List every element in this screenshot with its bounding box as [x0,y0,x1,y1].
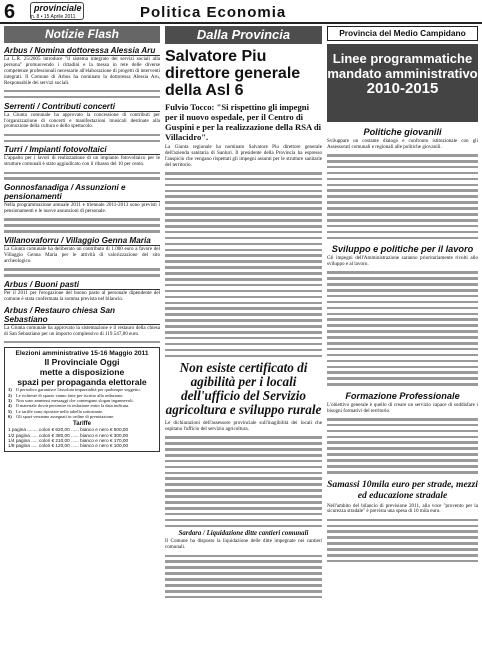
text-line [4,230,160,233]
linee-box [327,44,478,122]
programme-column [327,26,478,652]
tariff-row: 1/8 pagina ..... colori € 120,00 ...... bianco e nero € 100,00 [8,443,129,449]
rule-item: 4) Il materiale dovrà pervenire in redazione entro la data indicata. [8,403,130,409]
article-body: L'obiettivo generale è quello di creare un servizio capace di soddisfare i bisogni formativi del territorio. [327,401,478,414]
text-line [165,337,322,340]
text-line [327,336,478,339]
section-title: Politica Economia [140,4,287,21]
text-line [165,555,322,558]
text-line [165,560,322,563]
linee-line-2: mandato amministrativo [327,66,478,81]
article-body: La Giunta comunale ha approvato la sistemazione e il restauro della chiesa di San Sebastiano per un importo complessivo di 119.547,80 euro. [4,324,160,337]
text-line [327,307,478,310]
text-line [327,471,478,474]
text-line [327,189,478,192]
text-line [165,190,322,193]
text-line [165,466,322,469]
text-line [327,459,478,462]
text-line [165,331,322,334]
sardara-title: Sardara / Liquidazione ditte cantieri comunali [178,530,309,538]
text-line [165,349,322,352]
text-line [327,530,478,533]
section-heading: Politiche giovanili [363,127,442,137]
flash-title: Notizie Flash [4,26,160,43]
text-line [327,542,478,545]
second-headline: Non esiste certificato di agibilità per i locali dell'ufficio del Servizio agricoltura e sviluppo rurale [165,360,322,418]
text-line [165,572,322,575]
text-line [165,313,322,316]
text-line [165,213,322,216]
text-line [327,271,478,274]
text-line [4,268,160,271]
rule-item: 3) Non sono ammessi messaggi che contengano slogan ingannevoli. [8,397,134,403]
tariff-row: 1 pagina ........ colori € 620,00 ...... bianco e nero € 500,00 [8,427,129,433]
article-body: Gli impegni dell'Amministrazione saranno prioritariamente rivolti allo sviluppo e al lavoro. [327,255,478,268]
text-line [165,284,322,287]
article-title: Arbus / Buoni pasti [4,280,160,290]
article-body: Sviluppare un costante dialogo e confronto istituzionale con gli Assessorati comunali e regionali alle politiche giovanili. [327,138,478,150]
text-line [165,584,322,587]
issue-date: n. 8 • 15 Aprile 2011 [31,14,76,20]
text-line [165,525,322,528]
text-line [165,243,322,246]
text-line [165,454,322,457]
text-line [327,418,478,421]
linee-years: 2010-2015 [366,80,439,97]
linee-line-1: Linee programmatiche [332,51,473,66]
text-line [165,448,322,451]
text-line [327,348,478,351]
text-line [165,501,322,504]
text-line [165,178,322,181]
text-line [165,460,322,463]
main-article-column [165,26,322,652]
text-line [327,360,478,363]
text-line [327,342,478,345]
text-line [165,219,322,222]
article-title: Villanovaforru / Villaggio Genna Maria [4,236,160,246]
text-line [165,343,322,346]
text-line [327,383,478,386]
text-line [165,436,322,439]
text-line [4,96,160,99]
text-line [165,237,322,240]
text-line [165,319,322,322]
text-line [327,277,478,280]
text-line [165,195,322,198]
text-line [327,225,478,228]
article-body: La Giunta comunale ha approvato la concessione di contributi per l'organizzazione di concerti e manifestazioni musicali destinate alla promozione della cultura e dello spettacolo. [4,111,160,130]
text-line [165,290,322,293]
text-line [327,160,478,163]
text-line [327,447,478,450]
page-number: 6 [4,1,16,23]
text-line [327,441,478,444]
text-line [327,154,478,157]
article-body: Nell'ambito del bilancio di previsione 2011, alla voce "provento per la sicurezza stradale" è prevista una spesa di 10 mila euro. [327,502,478,515]
text-line [327,231,478,234]
text-line [165,472,322,475]
text-line [327,195,478,198]
text-line [327,313,478,316]
text-line [327,436,478,439]
text-line [327,219,478,222]
main-headline: Salvatore Piu direttore generale della Asl 6 [165,48,301,99]
election-heading: Elezioni amministrative 15-16 Maggio 2011 [15,350,149,358]
text-line [4,134,160,137]
text-line [4,172,160,175]
text-line [327,330,478,333]
provincia-bar: Provincia del Medio Campidano [327,26,478,41]
text-line [327,536,478,539]
article-body: La Giunta comunale ha deliberato un contributo di 1.000 euro a favore del Villaggio Genna Maria per le attività di valorizzazione del sito archeologico. [4,246,160,264]
election-title-3: spazi per propaganda elettorale [17,377,147,388]
article-title: Turri / Impianti fotovoltaici [4,145,160,155]
text-line [165,231,322,234]
text-line [165,201,322,204]
text-line [165,477,322,480]
text-line [165,266,322,269]
text-line [327,283,478,286]
text-line [165,296,322,299]
text-line [165,596,322,599]
section-heading: Formazione Professionale [345,390,460,401]
text-line [327,184,478,187]
article-title: Arbus / Restauro chiesa San Sebastiano [4,306,160,325]
dalla-provincia-banner: Dalla Provincia [165,26,322,44]
article-title: Serrenti / Contributi concerti [4,102,160,112]
rule-item: 1) Il periodico garantisce l'assoluta imparzialità per qualunque soggetto. [8,387,141,393]
text-line [165,519,322,522]
main-subhead: Fulvio Tocco: "Si rispettino gli impegni per il nuovo ospedale, per il Centro di Guspini e per la realizzazione della RSA di Villacidro". [165,102,322,142]
text-line [165,260,322,263]
text-line [327,548,478,551]
text-line [165,507,322,510]
text-line [327,166,478,169]
text-line [165,513,322,516]
samassi-headline: Samassi 10mila euro per strade, mezzi ed educazione stradale [327,478,478,501]
text-line [327,289,478,292]
text-line [165,489,322,492]
text-line [165,355,322,358]
text-line [327,453,478,456]
text-line [327,560,478,563]
text-line [165,325,322,328]
text-line [165,225,322,228]
text-line [327,554,478,557]
text-line [165,272,322,275]
tariff-row: 1/4 pagina ..... colori € 210,00 ...... bianco e nero € 170,00 [8,437,129,443]
text-line [327,172,478,175]
text-line [327,178,478,181]
text-line [165,590,322,593]
tariff-heading: Tariffe [73,421,91,428]
news-flash-column [4,26,160,652]
text-line [4,274,160,277]
election-box [4,347,160,451]
text-line [165,172,322,175]
article-title: Arbus / Nomina dottoressa Alessia Aru [4,46,160,56]
text-line [165,495,322,498]
election-title-1: Il Provinciale Oggi [44,357,120,368]
text-line [327,519,478,522]
text-line [4,224,160,227]
text-line [165,254,322,257]
text-line [327,371,478,374]
article-body: Il Comune ha disposto la liquidazione delle ditte impegnate nei cantieri comunali. [165,538,322,551]
text-line [4,341,160,344]
article-body: Per il 2011 per l'erogazione del buono pasto al personale dipendente del comune è stata confermata la somma prevista nel bilancio. [4,289,160,302]
article-body: L'appalto per i lavori di realizzazione di un impianto fotovoltaico per le strutture comunali è stato aggiudicato con il ribasso del 10 per cento. [4,155,160,168]
article-body: Le dichiarazioni dell'assessore provinciale sull'inagibilità dei locali che ospitano l'ufficio del servizio agricoltura. [165,420,322,433]
text-line [327,354,478,357]
text-line [327,430,478,433]
section-heading: Sviluppo e politiche per il lavoro [331,244,474,255]
text-line [327,318,478,321]
article-body: Nella programmazione annuale 2011 e triennale 2011-2013 sono previsti i pensionamenti e le nuove assunzioni di personale. [4,202,160,215]
text-line [327,237,478,240]
article-title: Gonnosfanadiga / Assunzioni e pensionamenti [4,183,160,202]
text-line [4,90,160,93]
text-line [165,442,322,445]
text-line [165,566,322,569]
text-line [327,301,478,304]
text-line [327,207,478,210]
logo-text: provinciale [34,3,82,13]
text-line [327,213,478,216]
text-line [327,377,478,380]
text-line [165,483,322,486]
text-line [327,324,478,327]
text-line [165,249,322,252]
tariff-row: 1/2 pagina ..... colori € 380,00 ...... bianco e nero € 300,00 [8,432,129,438]
text-line [327,465,478,468]
text-line [165,307,322,310]
text-line [165,184,322,187]
rule-item: 6) Gli spazi verranno assegnati in ordine di prenotazione. [8,413,115,419]
text-line [327,295,478,298]
rule-item: 2) Le richieste di spazio vanno fatte per iscritto alla redazione. [8,392,124,398]
text-line [165,578,322,581]
text-line [4,218,160,221]
text-line [4,140,160,143]
text-line [327,366,478,369]
text-line [165,278,322,281]
text-line [327,525,478,528]
article-body: La Giunta regionale ha nominato Salvatore Piu direttore generale dell'azienda sanitaria di Sanluri. Il presidente della Provincia ha espresso l'auspicio che vengano rispettati gli impegni assunti per le strutture sanitarie del territorio. [165,144,322,168]
text-line [327,201,478,204]
text-line [327,424,478,427]
text-line [165,302,322,305]
election-title-2: mette a disposizione [39,367,125,378]
article-body: La L.R. 25/2005 introduce "il sistema integrato dei servizi sociali alla persona" promuovendo i cittadini e la messa in rete delle diverse competenze professionali necessarie all'elaborazione di progetti di interventi integrati. Il Comune di Arbus ha nominato la dottoressa Alessia Aru, Responsabile dei servizi sociali. [4,56,160,86]
text-line [165,207,322,210]
rule-item: 5) Le tariffe sono riportate nella tabella sottostante. [8,408,104,414]
text-line [4,177,160,180]
